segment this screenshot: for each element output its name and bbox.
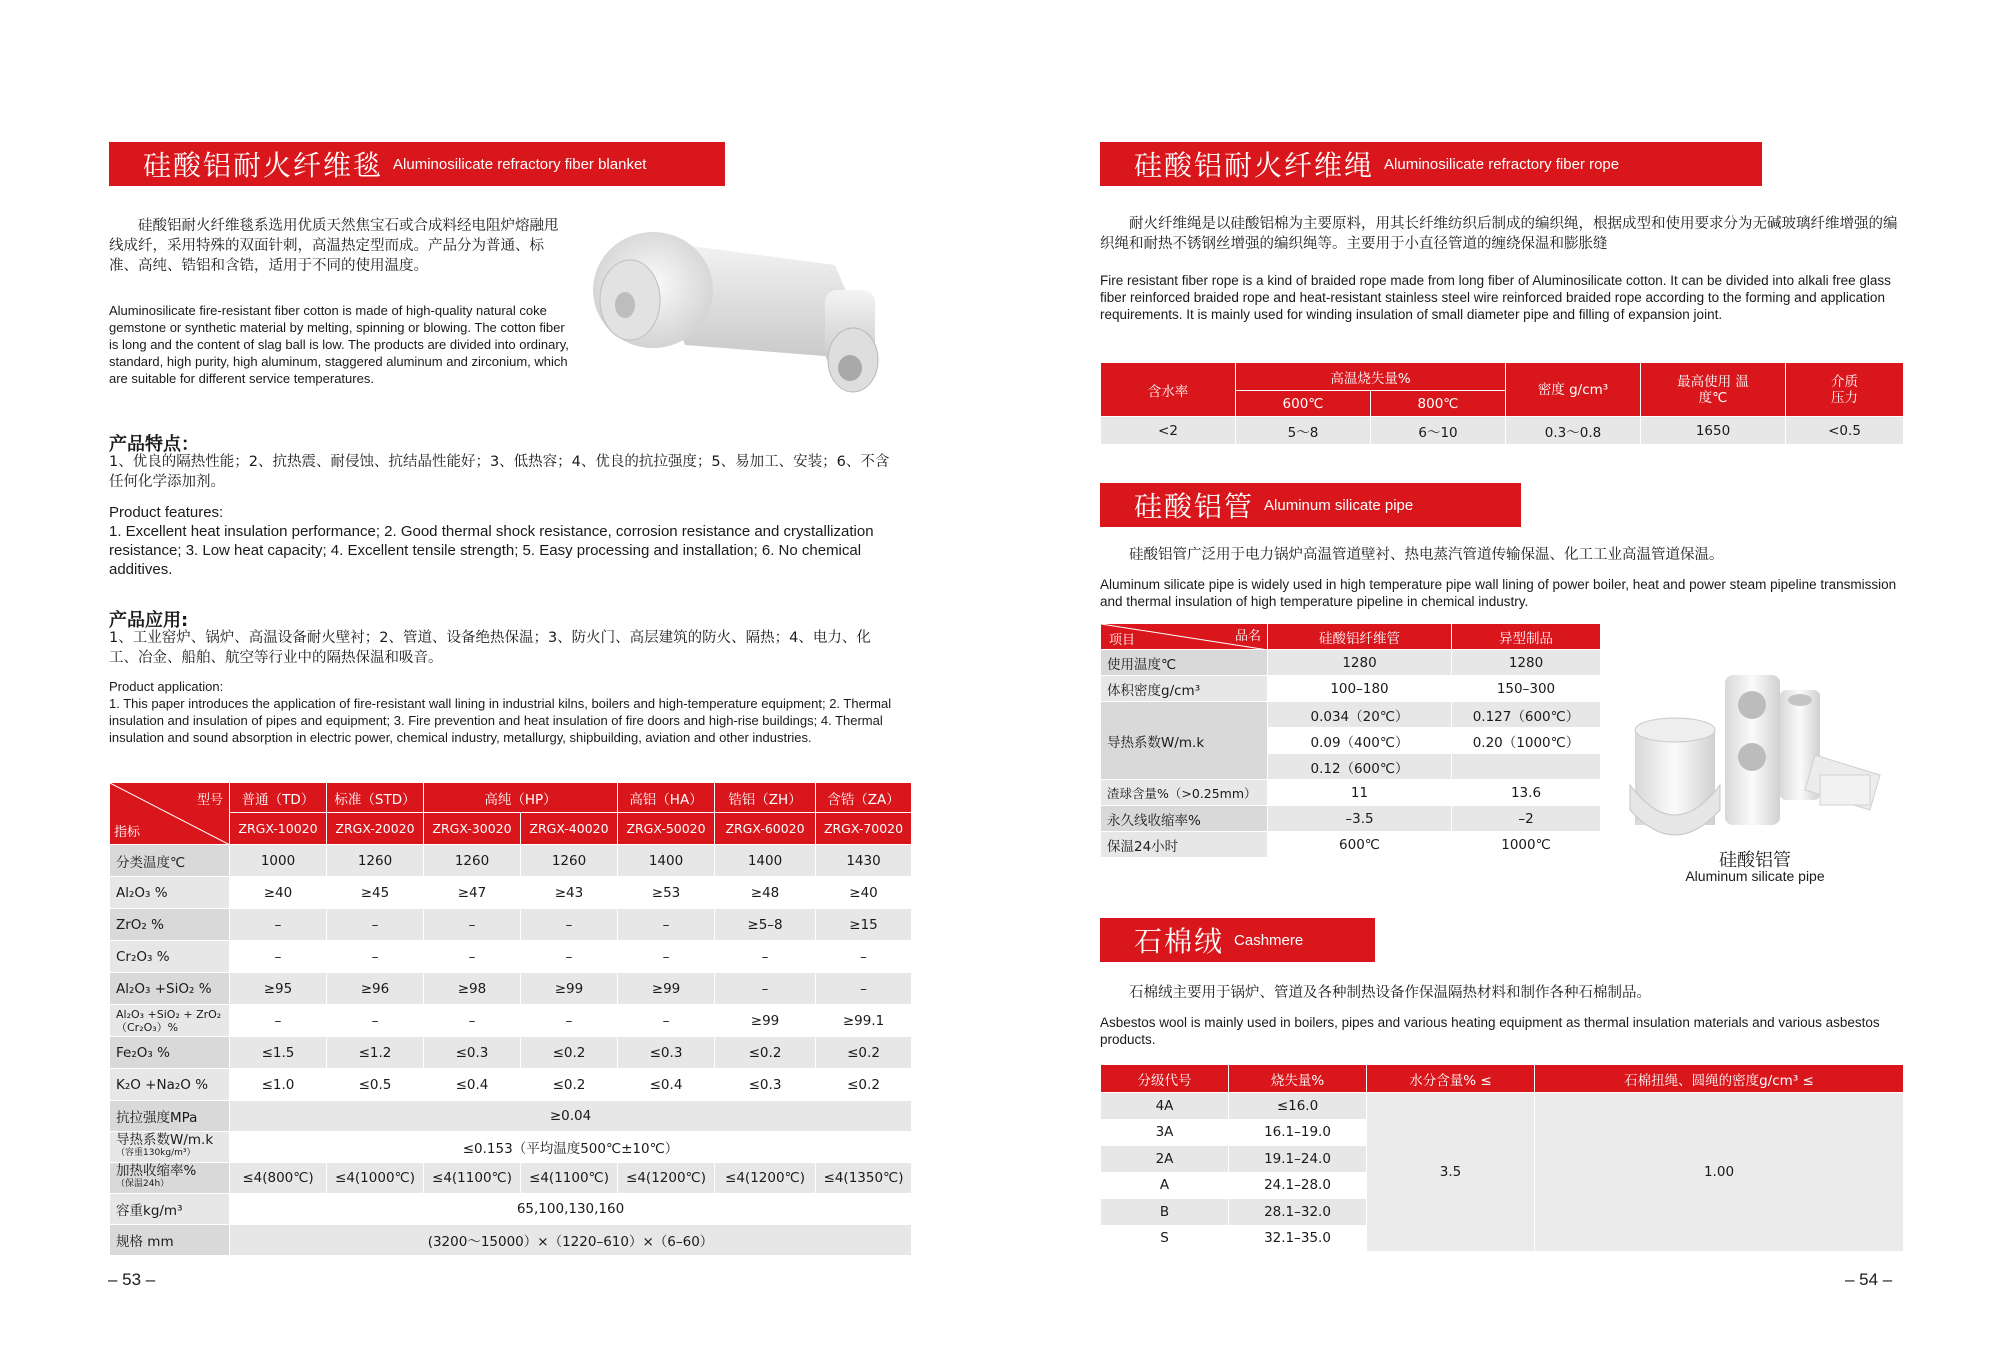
table-cell: [1452, 754, 1601, 780]
table-cell: ≤0.2: [816, 1037, 912, 1069]
table-cell: ≥96: [327, 973, 424, 1005]
table-cell: 5～8: [1236, 417, 1371, 445]
type-header: 锆铝（ZH）: [715, 783, 816, 813]
table-cell: ≥40: [816, 877, 912, 909]
table-cell: –: [715, 973, 816, 1005]
table-cell: –: [715, 941, 816, 973]
table-cell: 32.1–35.0: [1229, 1225, 1367, 1252]
table-cell: 11: [1268, 780, 1452, 806]
table-cell: ≤0.4: [424, 1069, 521, 1101]
model-header: ZRGX-40020: [521, 813, 618, 845]
row-label: Fe₂O₃ %: [110, 1037, 230, 1069]
table-cell: 150–300: [1452, 676, 1601, 702]
rope-spec-table: [1100, 362, 1904, 445]
table-cell: –: [424, 909, 521, 941]
table-row: [110, 877, 912, 909]
table-cell: ≤1.2: [327, 1037, 424, 1069]
row-label: 保温24小时: [1101, 832, 1268, 858]
pipe-corner: [1101, 624, 1268, 650]
pipe-corner-right: 品名: [1234, 629, 1261, 644]
wool-header: 烧失量%: [1229, 1065, 1367, 1093]
table-cell: ≤16.0: [1229, 1093, 1367, 1120]
type-header: 高纯（HP）: [424, 783, 618, 813]
table-cell: –: [618, 1005, 715, 1037]
blanket-title: [109, 142, 725, 186]
table-cell: ≥53: [618, 877, 715, 909]
pipe-header: 异型制品: [1452, 624, 1601, 650]
wool-title: [1100, 918, 1375, 962]
fiber-blanket-image: [575, 210, 905, 410]
table-cell: 0.034（20℃）: [1268, 702, 1452, 728]
table-cell: ≤0.3: [424, 1037, 521, 1069]
table-cell: (3200～15000）×（1220–610）×（6–60）: [230, 1225, 912, 1256]
table-cell: –: [230, 941, 327, 973]
shrink-sub: （保温24h）: [116, 1179, 170, 1189]
table-cell: 1260: [521, 845, 618, 877]
table-cell: 1260: [424, 845, 521, 877]
row-label: 渣球含量%（>0.25mm）: [1101, 780, 1268, 806]
table-cell: ≥40: [230, 877, 327, 909]
table-cell: ≤0.153（平均温度500℃±10℃）: [230, 1132, 912, 1163]
rope-header-loss: 高温烧失量%: [1236, 363, 1506, 391]
table-cell: –: [618, 909, 715, 941]
wool-header: 石棉扭绳、圆绳的密度g/cm³ ≤: [1535, 1065, 1904, 1093]
table-cell: –2: [1452, 806, 1601, 832]
wool-header: 水分含量% ≤: [1367, 1065, 1535, 1093]
table-cell: 0.3～0.8: [1506, 417, 1641, 445]
table-cell: 1.00: [1535, 1093, 1904, 1252]
rope-title: [1100, 142, 1762, 186]
table-cell: ≤0.3: [715, 1069, 816, 1101]
table-cell: ≥47: [424, 877, 521, 909]
table-cell: 16.1–19.0: [1229, 1119, 1367, 1146]
rope-header-density: 密度 g/cm³: [1506, 363, 1641, 417]
model-header: ZRGX-20020: [327, 813, 424, 845]
table-cell: –: [230, 1005, 327, 1037]
wool-spec-table: [1100, 1064, 1904, 1252]
page-number-left: – 53 –: [108, 1270, 156, 1289]
pipe-caption-en: Aluminum silicate pipe: [1685, 868, 1825, 884]
table-cell: ≤4(1100℃): [424, 1163, 521, 1194]
row-label: 容重kg/m³: [110, 1194, 230, 1225]
wool-intro-en: Asbestos wool is mainly used in boilers, pipes and various heating equipment as thermal insulation materials and various asbestos products.: [1100, 1015, 1880, 1047]
table-cell: ≥48: [715, 877, 816, 909]
table-cell: 13.6: [1452, 780, 1601, 806]
row-label: 体积密度g/cm³: [1101, 676, 1268, 702]
model-header: ZRGX-30020: [424, 813, 521, 845]
application-zh: 1、工业窑炉、锅炉、高温设备耐火壁衬；2、管道、设备绝热保温；3、防火门、高层建筑的防火、隔热；4、电力、化工、冶金、船舶、航空等行业中的隔热保温和吸音。: [109, 630, 871, 666]
table-cell: A: [1101, 1172, 1229, 1199]
table-cell: 1430: [816, 845, 912, 877]
row-label: 分类温度℃: [110, 845, 230, 877]
table-cell: 1280: [1452, 650, 1601, 676]
pipe-title-zh: 硅酸铝管: [1134, 490, 1255, 523]
table-row: [1101, 780, 1601, 806]
pipe-title: [1100, 483, 1521, 527]
pipe-spec-table: [1100, 623, 1601, 858]
table-cell: 600℃: [1268, 832, 1452, 858]
type-header: 高铝（HA）: [618, 783, 715, 813]
table-row: [110, 909, 912, 941]
row-label: 永久线收缩率%: [1101, 806, 1268, 832]
table-cell: ≥45: [327, 877, 424, 909]
table-row: [110, 1037, 912, 1069]
rope-title-en: Aluminosilicate refractory fiber rope: [1384, 155, 1620, 173]
table-cell: 0.12（600℃）: [1268, 754, 1452, 780]
row-label: Al₂O₃ +SiO₂ + ZrO₂（Cr₂O₃）%: [110, 1005, 230, 1037]
type-header: 含锆（ZA）: [816, 783, 912, 813]
table-cell: B: [1101, 1199, 1229, 1226]
pipe-header: 硅酸铝纤维管: [1268, 624, 1452, 650]
table-cell: 28.1–32.0: [1229, 1199, 1367, 1226]
features-heading: 产品特点：: [109, 434, 199, 455]
table-row: [1101, 676, 1601, 702]
row-label: [110, 1132, 230, 1163]
table-cell: ≥15: [816, 909, 912, 941]
features-en-heading: Product features:: [109, 504, 224, 521]
row-label: Al₂O₃ +SiO₂ %: [110, 973, 230, 1005]
table-cell: 1000℃: [1452, 832, 1601, 858]
table-cell: ≤4(1000℃): [327, 1163, 424, 1194]
wool-intro-zh: 石棉绒主要用于锅炉、管道及各种制热设备作保温隔热材料和制作各种石棉制品。: [1100, 985, 1651, 1001]
table-cell: 6～10: [1371, 417, 1506, 445]
table-cell: 1280: [1268, 650, 1452, 676]
table-row: [110, 1069, 912, 1101]
table-cell: ≤4(1100℃): [521, 1163, 618, 1194]
row-label: Al₂O₃ %: [110, 877, 230, 909]
rope-intro-en: Fire resistant fiber rope is a kind of braided rope made from long fiber of Aluminosilicate cotton. It can be divided into alkali free glass fiber reinforced braided rope and heat-resistant stainless steel wire reinforced braided rope according to the forming and application requirements. It is mainly used for winding insulation of small diameter pipe and filling of expansion joint.: [1100, 273, 1891, 322]
type-header: 普通（TD）: [230, 783, 327, 813]
table-cell: ≤4(1350℃): [816, 1163, 912, 1194]
model-header: ZRGX-60020: [715, 813, 816, 845]
features-en: 1. Excellent heat insulation performance; 2. Good thermal shock resistance, corrosion resistance and crystallization resistance; 3. Low heat capacity; 4. Excellent tensile strength; 5. Easy processing and installation; 6. No chemical additives.: [109, 523, 874, 578]
table-row: [1101, 806, 1601, 832]
table-cell: –: [424, 941, 521, 973]
table-cell: 3A: [1101, 1119, 1229, 1146]
table-cell: –: [424, 1005, 521, 1037]
row-label: K₂O +Na₂O %: [110, 1069, 230, 1101]
row-label: [110, 1163, 230, 1194]
rope-header-water: 含水率: [1101, 363, 1236, 417]
table-cell: ≤0.5: [327, 1069, 424, 1101]
table-cell: 2A: [1101, 1146, 1229, 1173]
blanket-title-zh: 硅酸铝耐火纤维毯: [143, 149, 384, 182]
rope-header-600: 600℃: [1236, 391, 1371, 417]
table-cell: <2: [1101, 417, 1236, 445]
model-header: ZRGX-50020: [618, 813, 715, 845]
table-cell: ≤0.2: [715, 1037, 816, 1069]
rope-header-pressure: 介质 压力: [1786, 363, 1904, 417]
table-cell: <0.5: [1786, 417, 1904, 445]
row-label: 规格 mm: [110, 1225, 230, 1256]
table-row: [1101, 650, 1601, 676]
table-cell: 0.20（1000℃）: [1452, 728, 1601, 754]
table-cell: ≥99: [618, 973, 715, 1005]
shrink-label: 加热收缩率%: [116, 1163, 197, 1179]
application-en: 1. This paper introduces the application of fire-resistant wall lining in industrial kilns, boilers and high-temperature equipment; 2. Thermal insulation and insulation of pipes and equipment; 3. Fire prevention and heat insulation of fire doors and high-rise buildings; 4. Thermal insulation and sound absorption in electric power, chemical industry, metallurgy, shipbuilding, aviation and other industries.: [109, 696, 892, 745]
table-cell: –: [327, 941, 424, 973]
table-cell: ≥99.1: [816, 1005, 912, 1037]
table-cell: ≤0.2: [816, 1069, 912, 1101]
table-cell: –: [816, 973, 912, 1005]
table-cell: ≤0.2: [521, 1069, 618, 1101]
row-label: ZrO₂ %: [110, 909, 230, 941]
table-cell: 1400: [618, 845, 715, 877]
blanket-spec-table: [109, 782, 912, 1256]
table-cell: ≥98: [424, 973, 521, 1005]
table-cell: ≤1.0: [230, 1069, 327, 1101]
row-label: Cr₂O₃ %: [110, 941, 230, 973]
rope-title-zh: 硅酸铝耐火纤维绳: [1134, 149, 1375, 182]
corner-bottom: 指标: [114, 825, 141, 840]
table-cell: ≥99: [521, 973, 618, 1005]
wool-title-en: Cashmere: [1234, 931, 1304, 949]
table-cell: –3.5: [1268, 806, 1452, 832]
table-cell: 1650: [1641, 417, 1786, 445]
table-cell: ≤4(1200℃): [618, 1163, 715, 1194]
rope-header-800: 800℃: [1371, 391, 1506, 417]
blanket-intro-en: Aluminosilicate fire-resistant fiber cotton is made of high-quality natural coke gemstone or synthetic material by melting, spinning or blowing. The cotton fiber is long and the content of slag ball is low. The products are divided into ordinary, standard, high purity, high aluminum, staggered aluminum and zirconium, which are suitable for different service temperatures.: [109, 303, 569, 386]
table-cell: –: [327, 909, 424, 941]
model-header: ZRGX-70020: [816, 813, 912, 845]
table-cell: –: [230, 909, 327, 941]
rope-intro-zh: 耐火纤维绳是以硅酸铝棉为主要原料，用其长纤维纺织后制成的编织绳，根据成型和使用要求分为无碱玻璃纤维增强的编织绳和耐热不锈钢丝增强的编织绳等。主要用于小直径管道的缠绕保温和膨胀缝: [1100, 216, 1898, 252]
model-header: ZRGX-10020: [230, 813, 327, 845]
table-row: [110, 973, 912, 1005]
table-cell: 1000: [230, 845, 327, 877]
table-cell: –: [521, 941, 618, 973]
corner-top: 型号: [196, 793, 223, 808]
table-cell: ≤0.4: [618, 1069, 715, 1101]
table-cell: 100–180: [1268, 676, 1452, 702]
blanket-title-en: Aluminosilicate refractory fiber blanket: [393, 155, 647, 173]
table-cell: 65,100,130,160: [230, 1194, 912, 1225]
table-cell: ≥5–8: [715, 909, 816, 941]
table-cell: ≥43: [521, 877, 618, 909]
table-cell: 24.1–28.0: [1229, 1172, 1367, 1199]
table-cell: ≤1.5: [230, 1037, 327, 1069]
table-cell: –: [816, 941, 912, 973]
table-row: [1101, 702, 1601, 728]
rope-header-maxtemp: 最高使用 温度℃: [1641, 363, 1786, 417]
pipe-intro-zh: 硅酸铝管广泛用于电力锅炉高温管道壁衬、热电蒸汽管道传输保温、化工工业高温管道保温。: [1100, 547, 1724, 563]
table-cell: 0.127（600℃）: [1452, 702, 1601, 728]
table-cell: –: [521, 1005, 618, 1037]
conduct-label: 导热系数W/m.k: [116, 1132, 214, 1148]
type-header: 标准（STD）: [327, 783, 424, 813]
table-cell: 4A: [1101, 1093, 1229, 1120]
table-cell: ≤4(800℃): [230, 1163, 327, 1194]
table-cell: 1260: [327, 845, 424, 877]
page-number-right: – 54 –: [1845, 1270, 1893, 1289]
table-cell: ≤0.3: [618, 1037, 715, 1069]
application-en-heading: Product application:: [109, 679, 224, 694]
table-cell: 0.09（400℃）: [1268, 728, 1452, 754]
pipe-corner-left: 项目: [1109, 633, 1136, 648]
table-cell: 1400: [715, 845, 816, 877]
row-label: 抗拉强度MPa: [110, 1101, 230, 1132]
table-cell: 3.5: [1367, 1093, 1535, 1252]
row-label: 导热系数W/m.k: [1101, 702, 1268, 780]
table-cell: –: [618, 941, 715, 973]
pipe-intro-en: Aluminum silicate pipe is widely used in high temperature pipe wall lining of power boiler, heat and power steam pipeline transmission and thermal insulation of high temperature pipeline in chemical industry.: [1100, 577, 1897, 609]
row-label: 使用温度℃: [1101, 650, 1268, 676]
pipe-product-image: [1615, 645, 1900, 845]
table-cell: ≥95: [230, 973, 327, 1005]
table-cell: ≥99: [715, 1005, 816, 1037]
table-row: [110, 845, 912, 877]
table-cell: ≥0.04: [230, 1101, 912, 1132]
pipe-title-en: Aluminum silicate pipe: [1264, 496, 1414, 514]
table-cell: ≤4(1200℃): [715, 1163, 816, 1194]
table-cell: –: [327, 1005, 424, 1037]
table-cell: 19.1–24.0: [1229, 1146, 1367, 1173]
corner-header: [110, 783, 230, 845]
blanket-intro-zh: 硅酸铝耐火纤维毯系选用优质天然焦宝石或合成料经电阻炉熔融甩线成纤，采用特殊的双面针刺，高温热定型而成。产品分为普通、标准、高纯、锆铝和含锆，适用于不同的使用温度。: [109, 218, 559, 274]
application-heading: 产品应用:: [109, 610, 189, 631]
conduct-sub: （容重130kg/m³）: [116, 1148, 196, 1158]
table-cell: S: [1101, 1225, 1229, 1252]
table-row: [1101, 832, 1601, 858]
table-row: [1101, 1093, 1904, 1120]
table-cell: –: [521, 909, 618, 941]
features-zh: 1、优良的隔热性能；2、抗热震、耐侵蚀、抗结晶性能好；3、低热容；4、优良的抗拉强度；5、易加工、安装；6、不含任何化学添加剂。: [109, 454, 890, 490]
table-row: [110, 941, 912, 973]
wool-header: 分级代号: [1101, 1065, 1229, 1093]
pipe-caption-zh: 硅酸铝管: [1719, 850, 1791, 871]
wool-title-zh: 石棉绒: [1134, 925, 1225, 958]
table-row: [110, 1005, 912, 1037]
table-cell: ≤0.2: [521, 1037, 618, 1069]
